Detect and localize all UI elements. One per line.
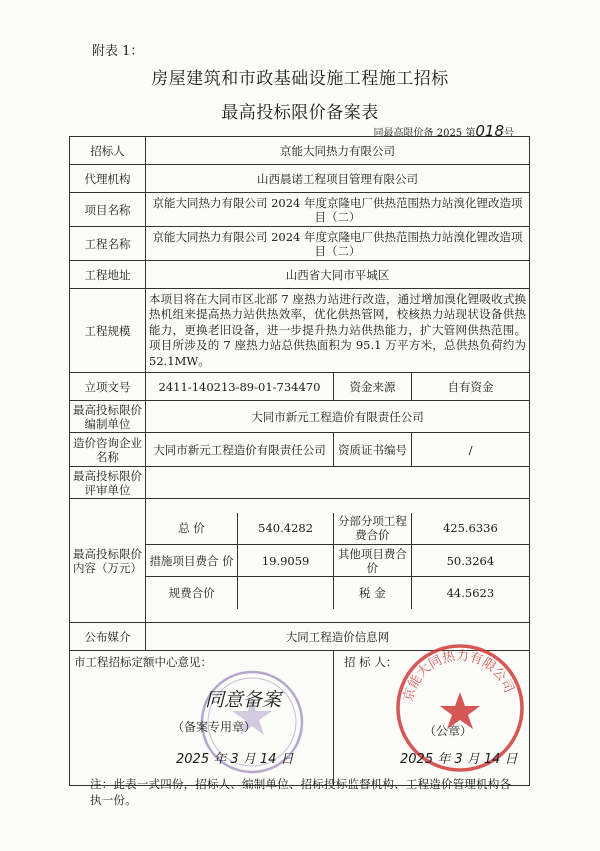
row-price (70, 499, 530, 623)
price-grid (146, 513, 529, 609)
row-compiler (70, 401, 530, 433)
sub-cost-value: 425.6336 (411, 513, 529, 545)
total-price-value: 540.4282 (238, 513, 334, 545)
title-line-1: 房屋建筑和市政基础设施工程施工招标 (151, 69, 449, 89)
tenderer-value: 京能大同热力有限公司 (146, 137, 530, 165)
measures-cost-value: 19.9059 (238, 545, 334, 577)
cert-label: 资质证书编号 (334, 433, 412, 467)
row-address (70, 261, 530, 289)
total-price-label: 总 价 (146, 513, 238, 545)
tax-label: 税 金 (334, 577, 412, 609)
agent-value: 山西晨诺工程项目管理有限公司 (146, 165, 530, 193)
svg-text:京能大同热力有限公司 (400, 648, 516, 703)
record-number-handwritten: 018 (475, 122, 504, 140)
project-name-value: 京能大同热力有限公司 2024 年度京隆电厂供热范围热力站溴化锂改造项目（二） (146, 193, 530, 227)
center-seal-note: （备案专用章） (172, 720, 257, 734)
scope-value: 本项目将在大同市区北部 7 座热力站进行改造，通过增加溴化锂吸收式换热机组来提高热力站供热效率，优化供热管网，校核热力站现状设备供热能力，更换老旧设备，进一步提升热力站供热能力，扩大管网供热范围。项目所涉及的 7 座热力站总供热面积为 95.1 万平方米，总供热负荷约为 52.1MW。 (146, 289, 530, 373)
address-value: 山西省大同市平城区 (146, 261, 530, 289)
project-name-label: 项目名称 (70, 193, 146, 227)
other-cost-value: 50.3264 (411, 545, 529, 577)
tenderer-date: 2025 年 3 月 14 日 (400, 752, 518, 767)
engineering-name-label: 工程名称 (70, 227, 146, 261)
title-line-2: 最高投标限价备案表 (221, 103, 379, 123)
fees-value (238, 577, 334, 609)
compiler-label: 最高投标限价编制单位 (70, 401, 146, 433)
approval-label: 立项文号 (70, 373, 146, 401)
tenderer-seal-note: （公章） (424, 724, 473, 738)
reviewer-label: 最高投标限价评审单位 (70, 467, 146, 499)
seal-ring-text: 京能大同热力有限公司 (401, 648, 517, 703)
agent-label: 代理机构 (70, 165, 146, 193)
tenderer-sign-label: 招 标 人： (344, 655, 398, 669)
row-agent (70, 165, 530, 193)
price-label: 最高投标限价内容（万元） (70, 499, 146, 623)
row-project-name (70, 193, 530, 227)
reviewer-value (146, 467, 530, 499)
approval-value: 2411-140213-89-01-734470 (146, 373, 334, 401)
engineering-name-value: 京能大同热力有限公司 2024 年度京隆电厂供热范围热力站溴化锂改造项目（二） (146, 227, 530, 261)
center-date: 2025 年 3 月 14 日 (176, 752, 294, 767)
footnote: 注：此表一式四份，招标人、编制单位、招标投标监督机构、工程造价管理机构各执一份。 (90, 777, 512, 807)
tax-value: 44.5623 (411, 577, 529, 609)
fees-label: 规费合价 (146, 577, 238, 609)
annex-label: 附表 1： (92, 44, 144, 59)
tenderer-label: 招标人 (70, 137, 146, 165)
scope-label: 工程规模 (70, 289, 146, 373)
record-suffix: 号 (504, 128, 514, 139)
price-grid-cell (146, 499, 530, 623)
record-prefix: 同最高限价备 2025 第 (373, 128, 476, 139)
cert-value: / (412, 433, 530, 467)
row-reviewer (70, 467, 530, 499)
compiler-value: 大同市新元工程造价有限责任公司 (146, 401, 530, 433)
consulting-label: 造价咨询企业名称 (70, 433, 146, 467)
fund-source-label: 资金来源 (334, 373, 412, 401)
address-label: 工程地址 (70, 261, 146, 289)
row-tenderer (70, 137, 530, 165)
row-engineering-name (70, 227, 530, 261)
center-opinion-handwritten: 同意备案 (205, 689, 282, 711)
center-opinion-label: 市工程招标定额中心意见： (74, 655, 212, 669)
consulting-value: 大同市新元工程造价有限责任公司 (146, 433, 334, 467)
media-value: 大同工程造价信息网 (146, 623, 530, 651)
sub-cost-label: 分部分项工程费合价 (334, 513, 412, 545)
fund-source-value: 自有资金 (412, 373, 530, 401)
row-approval (70, 373, 530, 401)
media-label: 公布媒介 (70, 623, 146, 651)
other-cost-label: 其他项目费合 价 (334, 545, 412, 577)
row-scope (70, 289, 530, 373)
row-consulting (70, 433, 530, 467)
measures-cost-label: 措施项目费合 价 (146, 545, 238, 577)
